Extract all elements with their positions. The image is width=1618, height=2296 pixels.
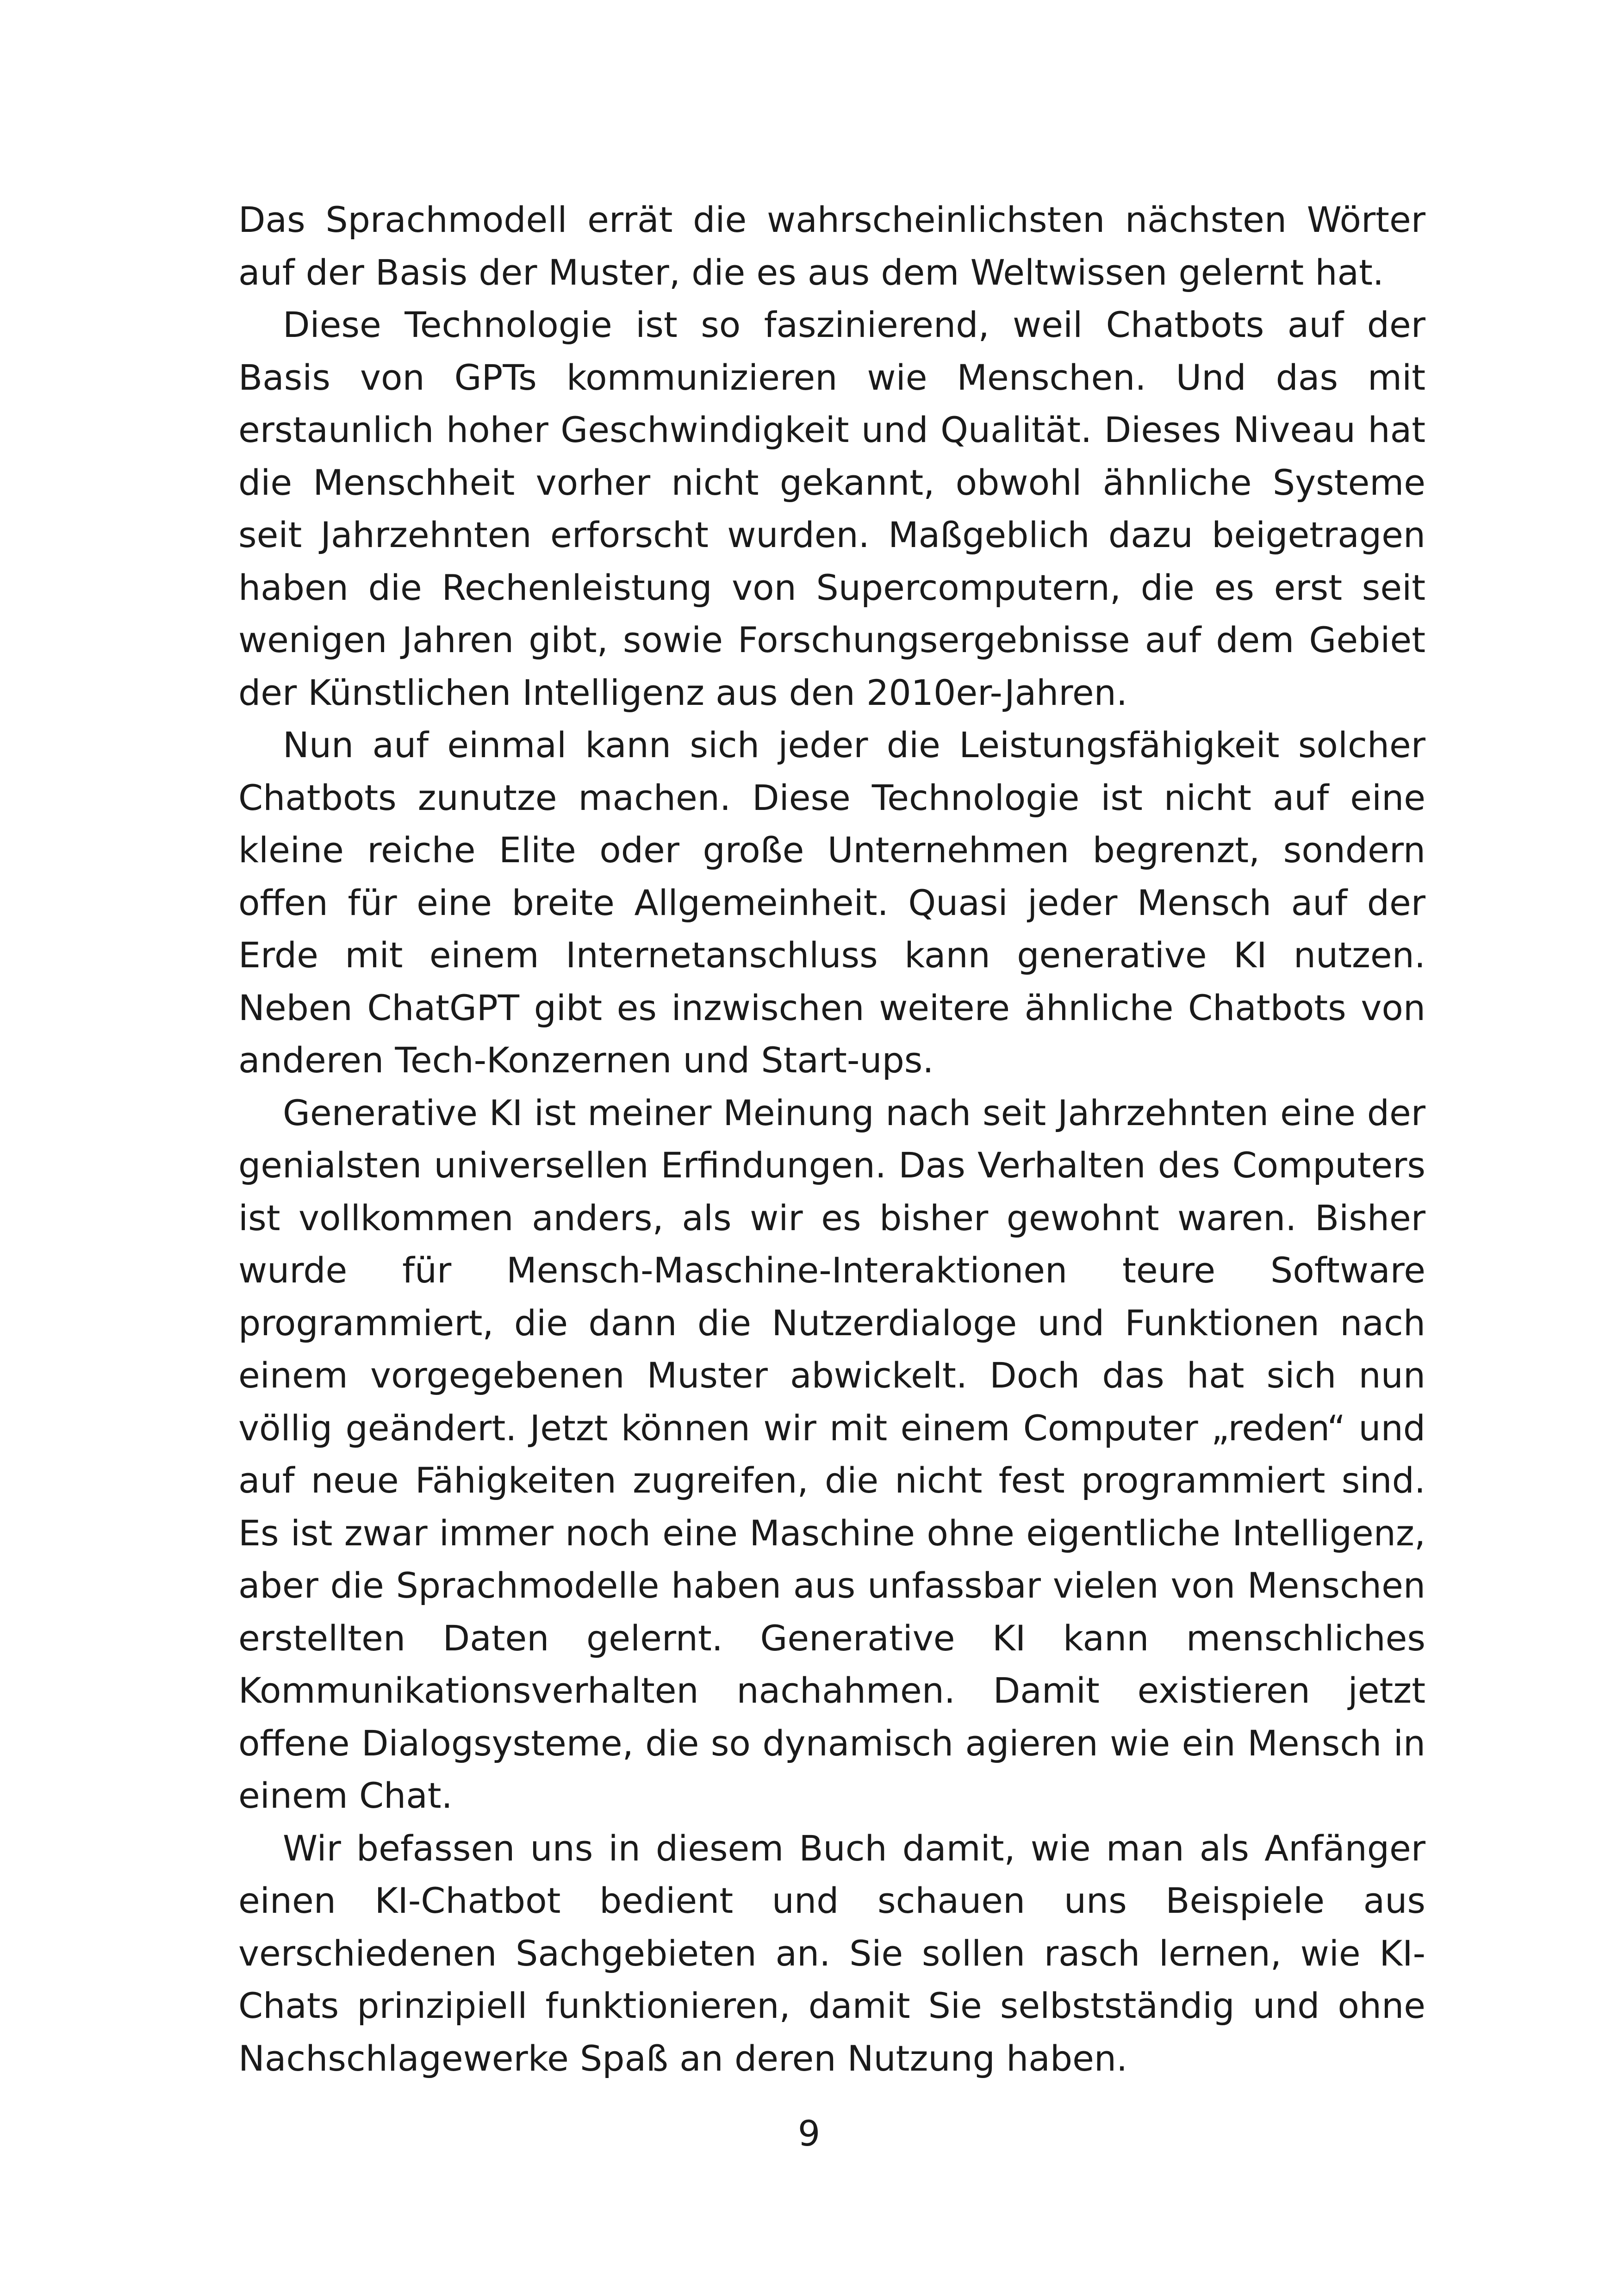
- body-text: [238, 193, 1425, 2084]
- paragraph: Wir befassen uns in diesem Buch damit, wie man als Anfänger einen KI-Chatbot bedient und schauen uns Beispiele aus verschiedenen Sachgebieten an. Sie sollen rasch lernen, wie KI-Chats prinzipiell funktionieren, damit Sie selbstständig und ohne Nachschlagewerke Spaß an deren Nutzung haben.: [238, 1827, 1425, 2079]
- paragraph: Nun auf einmal kann sich jeder die Leistungsfähigkeit solcher Chatbots zunutze machen. Diese Technologie ist nicht auf eine kleine reiche Elite oder große Unternehmen begrenzt, sondern offen für eine breite Allgemeinheit. Quasi jeder Mensch auf der Erde mit einem Internetanschluss kann generative KI nutzen. Neben ChatGPT gibt es inzwischen weitere ähnliche Chatbots von anderen Tech-Konzernen und Start-ups.: [238, 724, 1425, 1081]
- page-number: 9: [797, 2113, 821, 2154]
- paragraph: Diese Technologie ist so faszinierend, weil Chatbots auf der Basis von GPTs kommunizieren wie Menschen. Und das mit erstaunlich hoher Geschwindigkeit und Qualität. Dieses Niveau hat die Menschheit vorher nicht gekannt, obwohl ähnliche Systeme seit Jahrzehnten erforscht wurden. Maßgeblich dazu beigetragen haben die Rechenleistung von Supercomputern, die es erst seit wenigen Jahren gibt, sowie Forschungsergebnisse auf dem Gebiet der Künstlichen Intelligenz aus den 2010er-Jahren.: [238, 304, 1425, 713]
- paragraph: Das Sprachmodell errät die wahrscheinlichsten nächsten Wörter auf der Basis der Muster, die es aus dem Weltwissen gelernt hat.: [238, 199, 1425, 293]
- paragraph: Generative KI ist meiner Meinung nach seit Jahrzehnten eine der genialsten universellen Erfindungen. Das Verhalten des Computers ist vollkommen anders, als wir es bisher gewohnt waren. Bisher wurde für Mensch-Maschine-Interaktionen teure Software programmiert, die dann die Nutzerdialoge und Funktionen nach einem vorgegebenen Muster abwickelt. Doch das hat sich nun völlig geändert. Jetzt können wir mit einem Computer „reden“ und auf neue Fähigkeiten zugreifen, die nicht fest programmiert sind. Es ist zwar immer noch eine Maschine ohne eigentliche Intelligenz, aber die Sprachmodelle haben aus unfassbar vielen von Menschen erstellten Daten gelernt. Generative KI kann menschliches Kommunikationsverhalten nachahmen. Damit existieren jetzt offene Dialogsysteme, die so dynamisch agieren wie ein Mensch in einem Chat.: [238, 1092, 1425, 1816]
